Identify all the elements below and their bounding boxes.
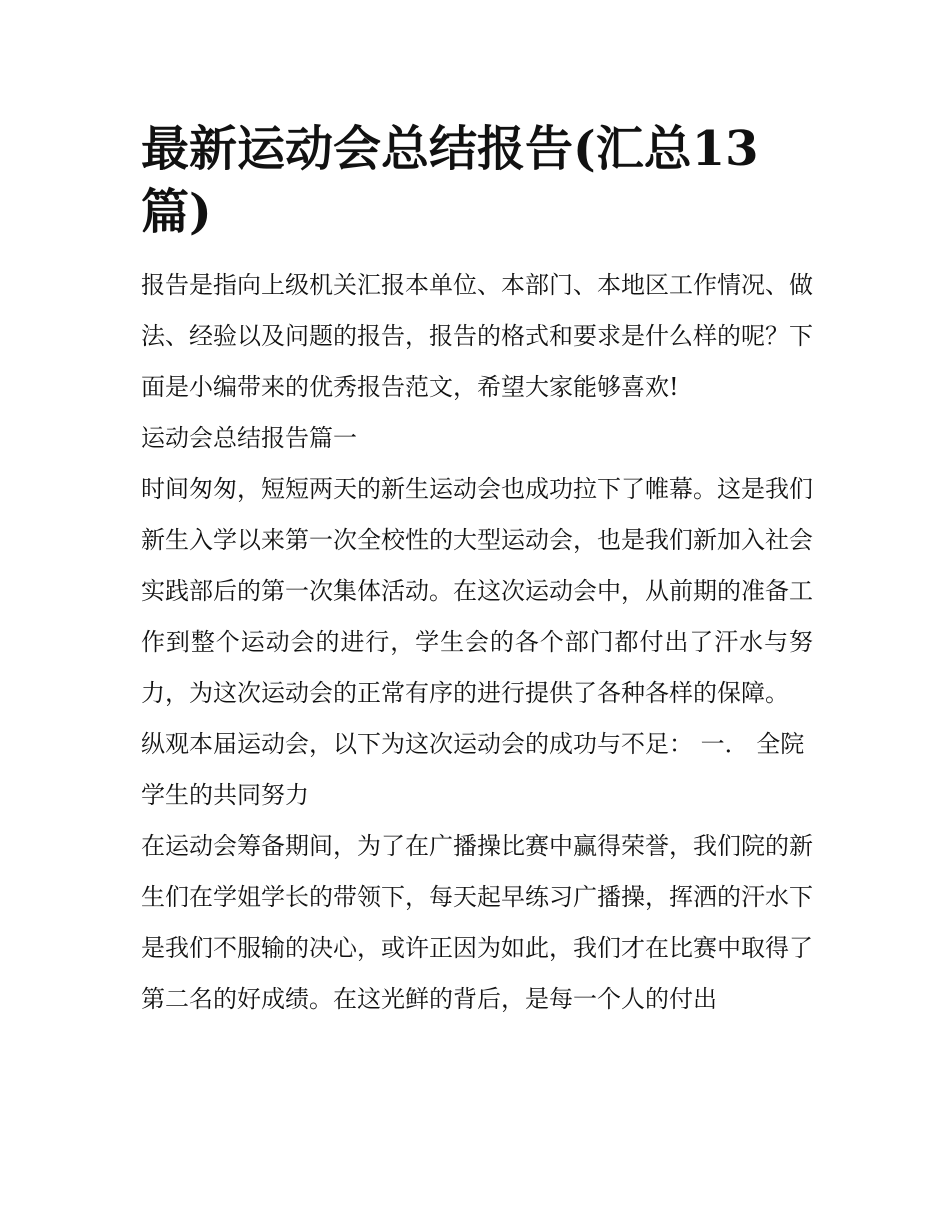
document-title: 最新运动会总结报告(汇总13篇)	[141, 121, 759, 240]
body-paragraph: 时间匆匆，短短两天的新生运动会也成功拉下了帷幕。这是我们新生入学以来第一次全校性的大型运动会，也是我们新加入社会实践部后的第一次集体活动。在这次运动会中，从前期的准备工作到整个运动会的进行，学生会的各个部门都付出了汗水与努力，为这次运动会的正常有序的进行提供了各种各样的保障。	[141, 475, 813, 707]
section-heading: 运动会总结报告篇一	[141, 424, 357, 452]
body-paragraph: 纵观本届运动会，以下为这次运动会的成功与不足： 一． 全院学生的共同努力	[141, 730, 805, 809]
intro-paragraph: 报告是指向上级机关汇报本单位、本部门、本地区工作情况、做法、经验以及问题的报告，报告的格式和要求是什么样的呢？下面是小编带来的优秀报告范文，希望大家能够喜欢!	[141, 271, 813, 401]
document-body	[141, 260, 813, 1025]
body-paragraph: 在运动会筹备期间，为了在广播操比赛中赢得荣誉，我们院的新生们在学姐学长的带领下，每天起早练习广播操，挥洒的汗水下是我们不服输的决心，或许正因为如此，我们才在比赛中取得了第二名的好成绩。在这光鲜的背后，是每一个人的付出	[141, 832, 813, 1013]
document-page	[141, 118, 813, 1025]
